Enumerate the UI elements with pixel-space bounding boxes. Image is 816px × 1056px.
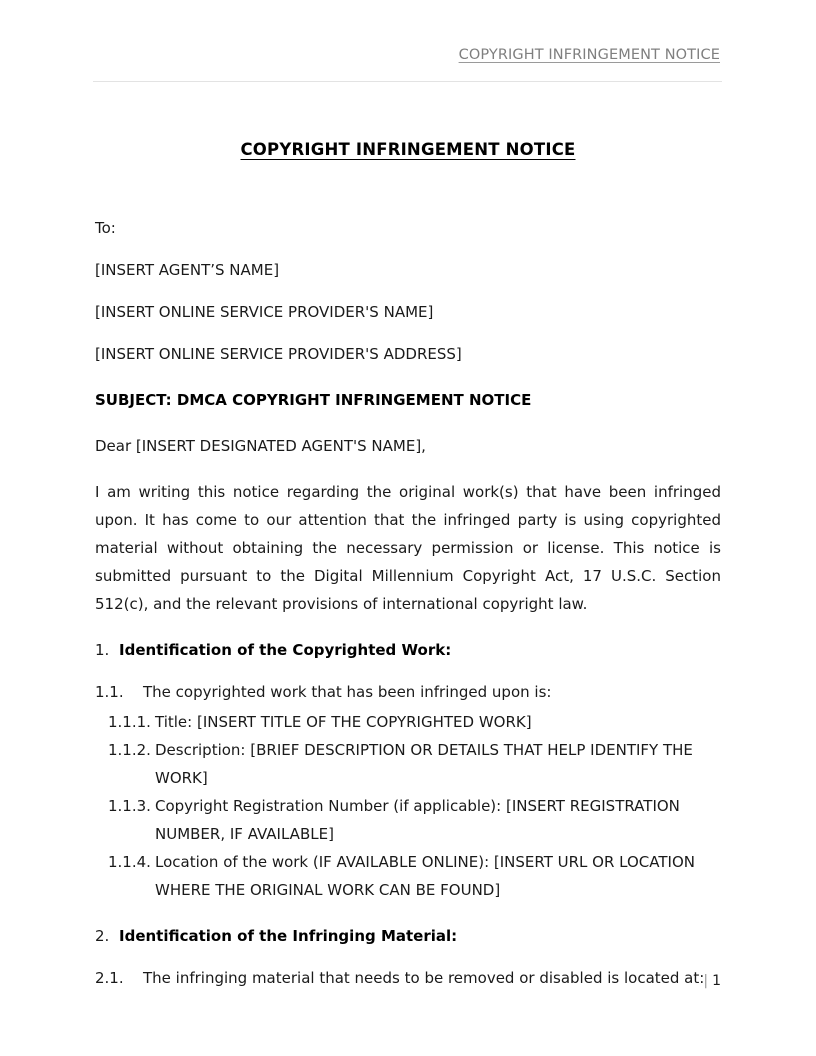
item-number: 1.1.1. <box>108 713 151 731</box>
list-item <box>95 708 721 736</box>
section-1-1-items <box>95 708 721 904</box>
page-number: 1 <box>712 973 721 989</box>
footer-separator: | <box>703 973 709 989</box>
item-text: Copyright Registration Number (if applicable): [INSERT REGISTRATION NUMBER, IF AVAILABLE] <box>155 797 680 843</box>
subject-line: SUBJECT: DMCA COPYRIGHT INFRINGEMENT NOTICE <box>95 391 532 409</box>
recipient-provider-name: [INSERT ONLINE SERVICE PROVIDER'S NAME] <box>95 303 434 321</box>
header-divider <box>93 81 722 82</box>
intro-paragraph: I am writing this notice regarding the original work(s) that have been infringed upon. It has come to our attention that the infringed party is using copyrighted material without obtaining the necessary permission or license. This notice is submitted pursuant to the Digital Millennium Copyright Act, 17 U.S.C. Section 512(c), and the relevant provisions of international copyright law. <box>95 483 721 613</box>
section-2-1-text: The infringing material that needs to be removed or disabled is located at: <box>143 969 705 987</box>
item-number: 1.1.4. <box>108 853 151 871</box>
item-text: Description: [BRIEF DESCRIPTION OR DETAILS THAT HELP IDENTIFY THE WORK] <box>155 741 693 787</box>
section-1-1 <box>95 678 721 706</box>
list-item <box>95 736 721 792</box>
to-label: To: <box>95 219 116 237</box>
item-number: 1.1.3. <box>108 797 151 815</box>
section-2-title: Identification of the Infringing Material: <box>119 927 458 945</box>
running-header-title: COPYRIGHT INFRINGEMENT NOTICE <box>458 47 720 63</box>
page-footer <box>95 971 721 991</box>
recipient-agent-name: [INSERT AGENT’S NAME] <box>95 261 280 279</box>
document-title: COPYRIGHT INFRINGEMENT NOTICE <box>240 140 576 159</box>
section-2-1-number: 2.1. <box>95 969 124 987</box>
section-2-heading <box>95 922 721 950</box>
document-body <box>95 112 721 992</box>
item-text: Location of the work (IF AVAILABLE ONLINE): [INSERT URL OR LOCATION WHERE THE ORIGINAL WORK CAN BE FOUND] <box>155 853 695 899</box>
salutation-line: Dear [INSERT DESIGNATED AGENT'S NAME], <box>95 437 426 455</box>
section-1-heading <box>95 636 721 664</box>
section-1-1-number: 1.1. <box>95 683 124 701</box>
list-item <box>95 792 721 848</box>
list-item <box>95 848 721 904</box>
running-header <box>95 44 720 63</box>
recipient-provider-address: [INSERT ONLINE SERVICE PROVIDER'S ADDRESS] <box>95 345 462 363</box>
item-number: 1.1.2. <box>108 741 151 759</box>
section-1-number: 1. <box>95 641 110 659</box>
section-1-1-text: The copyrighted work that has been infringed upon is: <box>143 683 552 701</box>
item-text: Title: [INSERT TITLE OF THE COPYRIGHTED WORK] <box>155 713 532 731</box>
section-2-number: 2. <box>95 927 110 945</box>
section-1-title: Identification of the Copyrighted Work: <box>119 641 452 659</box>
